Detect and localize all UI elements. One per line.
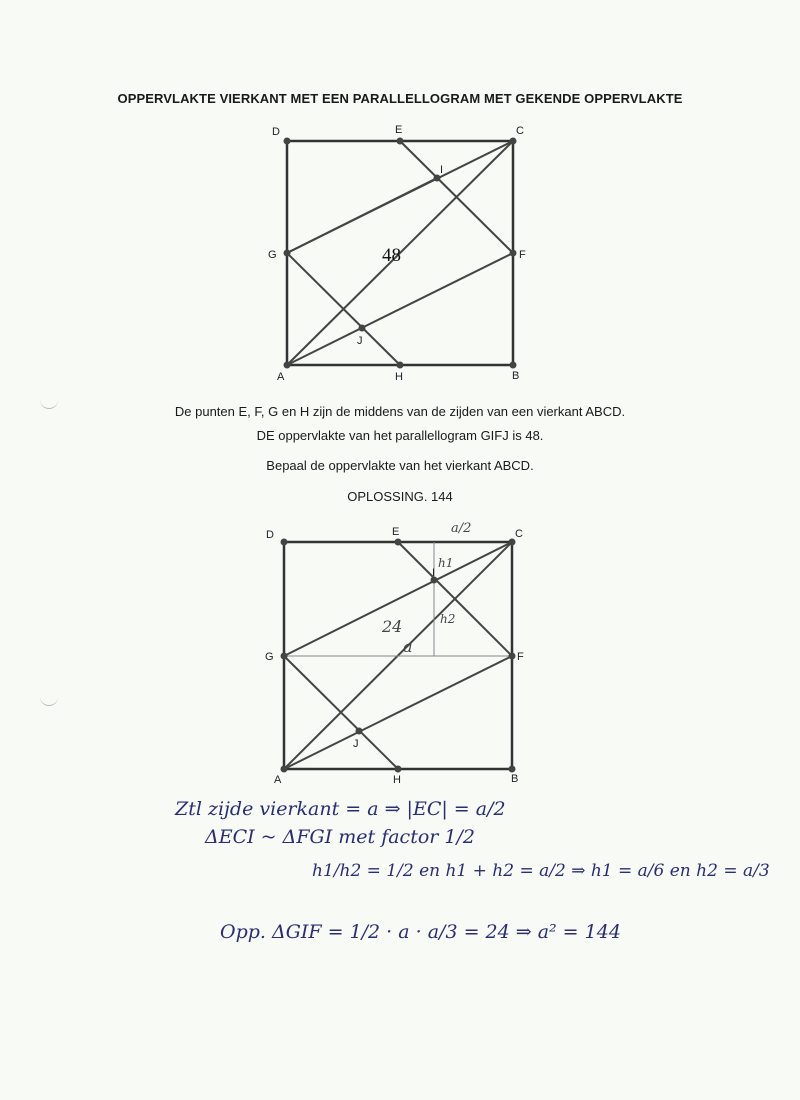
label-e: E	[395, 124, 403, 136]
point-d	[284, 138, 291, 145]
annotation-half-a: a/2	[451, 521, 472, 536]
label-e-2: E	[392, 526, 400, 538]
label-a: A	[277, 371, 285, 383]
annotation-h2: h2	[440, 612, 456, 626]
point-b	[510, 362, 517, 369]
label-h-2: H	[393, 774, 401, 786]
label-g-2: G	[265, 651, 274, 663]
point-e	[397, 138, 404, 145]
segment-af	[287, 253, 513, 365]
label-b-2: B	[511, 773, 519, 785]
figure-2	[265, 521, 524, 786]
hand-line-1: Ztl zijde vierkant = a ⇒ |EC| = a/2	[175, 798, 506, 820]
page-title: OPPERVLAKTE VIERKANT MET EEN PARALLELLOGRAM MET GEKENDE OPPERVLAKTE	[117, 91, 683, 106]
point-e-2	[395, 539, 402, 546]
area-value: 48	[382, 245, 401, 266]
label-a-2: A	[274, 774, 282, 786]
annotation-h1: h1	[438, 556, 454, 570]
point-b-2	[509, 766, 516, 773]
label-i: I	[440, 164, 444, 176]
segment-af-2	[284, 656, 512, 769]
label-d-2: D	[266, 529, 274, 541]
point-j	[359, 325, 366, 332]
point-f-2	[509, 653, 516, 660]
annotation-24: 24	[382, 617, 403, 636]
point-g-2	[281, 653, 288, 660]
label-c-2: C	[515, 528, 523, 540]
hand-line-2: ΔECI ~ ΔFGI met factor 1/2	[205, 826, 475, 848]
label-j-2: J	[353, 738, 359, 750]
figure-1	[268, 124, 526, 383]
problem-text-1: De punten E, F, G en H zijn de middens van de zijden van een vierkant ABCD.	[174, 404, 626, 419]
point-a-2	[281, 766, 288, 773]
label-i-2: I	[432, 567, 436, 579]
point-a	[284, 362, 291, 369]
point-h-2	[395, 766, 402, 773]
annotation-a: a	[403, 637, 413, 656]
label-h: H	[395, 371, 403, 383]
point-d-2	[281, 539, 288, 546]
label-g: G	[268, 249, 277, 261]
segment-gc	[287, 141, 513, 253]
point-h	[397, 362, 404, 369]
label-f-2: F	[517, 651, 524, 663]
label-j: J	[357, 335, 363, 347]
problem-text-3: Bepaal de oppervlakte van het vierkant ABCD.	[266, 458, 534, 473]
handwritten-solution	[174, 798, 770, 943]
label-c: C	[516, 125, 524, 137]
label-d: D	[272, 126, 280, 138]
point-g	[284, 250, 291, 257]
point-c	[510, 138, 517, 145]
hand-line-4: Opp. ΔGIF = 1/2 · a · a/3 = 24 ⇒ a² = 144	[220, 921, 621, 943]
label-f: F	[519, 249, 526, 261]
segment-gc-2	[284, 542, 512, 656]
point-j-2	[356, 728, 363, 735]
problem-text-2: DE oppervlakte van het parallellogram GIFJ is 48.	[256, 428, 544, 443]
label-b: B	[512, 370, 520, 382]
point-f	[510, 250, 517, 257]
hand-line-3: h1/h2 = 1/2 en h1 + h2 = a/2 ⇒ h1 = a/6 en h2 = a/3	[312, 861, 770, 881]
solution-label: OPLOSSING. 144	[347, 489, 453, 504]
